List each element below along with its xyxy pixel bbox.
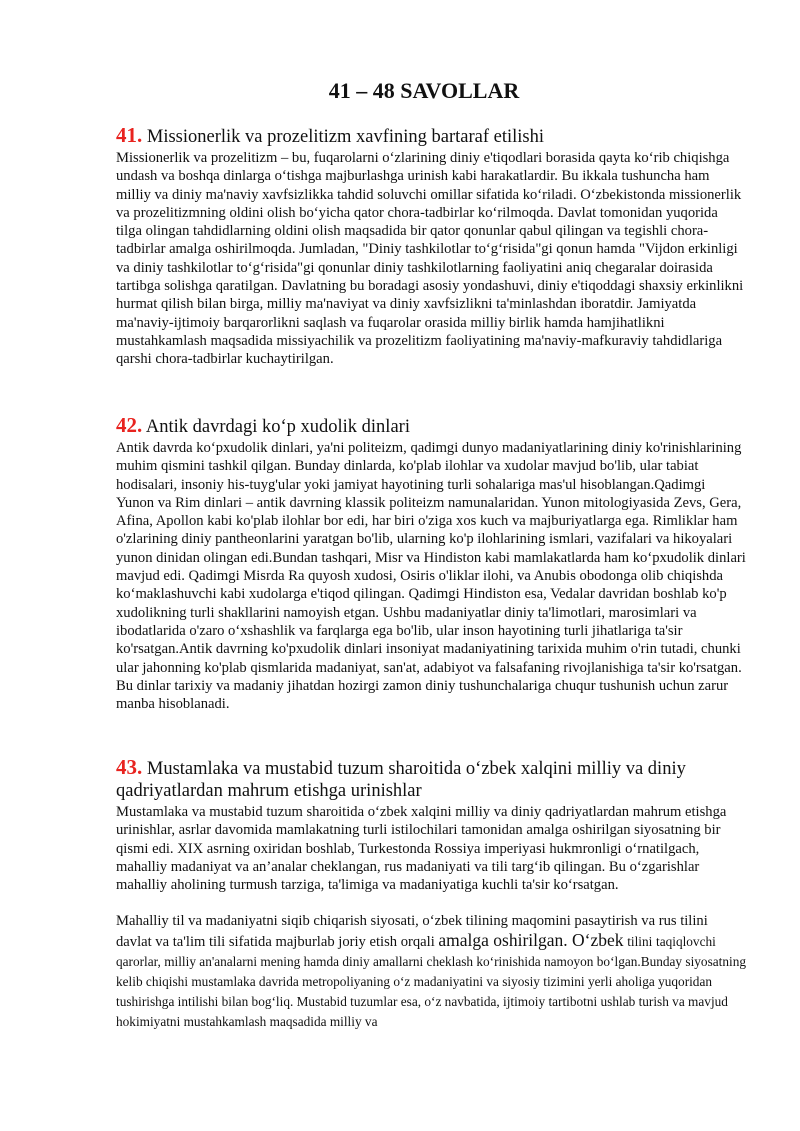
section-heading [116,414,746,438]
paragraph-text: Mahalliy til va madaniyatni siqib chiqarish siyosati, o‘zbek tilining maqomini pasaytirish va rus tilini davlat va ta'lim tili sifatida majburlab joriy etish orqali [116,913,708,951]
section-heading [116,124,746,148]
section-body-paragraph-2 [116,912,746,1032]
section-number: 43. [116,755,143,779]
paragraph-text-large: amalga oshirilgan. O‘zbek [438,930,624,951]
section-42 [116,414,746,713]
section-heading-text: Missionerlik va prozelitizm xavfining bartaraf etilishi [146,127,545,147]
page-title: 41 – 48 SAVOLLAR [328,78,520,103]
section-41 [116,124,746,369]
section-heading [116,756,746,802]
section-body: Antik davrda ko‘pxudolik dinlari, ya'ni politeizm, qadimgi dunyo madaniyatlarining diniy ko'rinishlarining muhim qismini tashkil qilgan. Bunday dinlarda, ko'plab ilohlar va xudolar mavjud bo'lib, ular tabiat hodisalari, insoniy his-tuyg'ular yoki jamiyat hayotining turli sohalariga mas'ul hisoblangan.Qadimgi Yunon va Rim dinlari – antik davrning klassik politeizm namunalaridan. Yunon mitologiyasida Zevs, Gera, Afina, Apollon kabi ko'plab ilohlar bor edi, har biri o'ziga xos kuch va majburiyatlarga ega. Rimliklar ham o'zlarining diniy pantheonlarini yaratgan bo'lib, ularning ko'p ilohlarining ismlari, vazifalari va hikoyalari yunon dinidan olingan edi.Bundan tashqari, Misr va Hindiston kabi mamlakatlarda ham ko‘pxudolik dinlari mavjud edi. Qadimgi Misrda Ra quyosh xudosi, Osiris o'liklar ilohi, va Anubis obodonga olib chiqishda ko‘maklashuvchi kabi xudolarga e'tiqod qilingan. Qadimgi Hindiston esa, Vedalar davridan boshlab ko'p xudolikning turli shakllarini namoyish etgan. Ushbu madaniyatlar diniy ta'limotlari, marosimlari va ibodatlarida o'zaro o‘xshashlik va farqlarga ega bo'lib, ular inson hayotining turli jihatlariga ta'sir ko'rsatgan.Antik davrning ko'pxudolik dinlari insoniyat madaniyatining tarixida muhim o'rin tutadi, chunki ular jahonning ko'plab qismlarida madaniyat, san'at, adabiyot va falsafaning rivojlanishiga ta'sir ko'rsatgan. Bu dinlar tarixiy va madaniy jihatdan hozirgi zamon diniy tushunchalariga chuqur tushunish uchun zarur manba hisoblanadi. [116,440,746,713]
paragraph-text-small: tilini [627,934,653,950]
section-43 [116,756,746,1032]
section-heading-text: Antik davrdagi ko‘p xudolik dinlari [145,417,410,437]
section-body: Missionerlik va prozelitizm – bu, fuqarolarni o‘zlarining diniy e'tiqodlari borasida qayta ko‘rib chiqishga undash va boshqa dinlarga o‘tishga majburlashga urinish kabi harakatlardir. Bu ikkala tushuncha ham milliy va diniy ma'naviy xavfsizlikka tahdid soluvchi omillar sifatida ko‘riladi. O‘zbekistonda missionerlik va prozelitizmning oldini olish bo‘yicha qator chora-tadbirlar ko‘rilmoqda. Davlat tomonidan yuqorida tilga olingan tahdidlarning oldini olish maqsadida bir qator qonunlar qabul qilingan va tegishli chora-tadbirlar amalga oshirilmoqda. Jumladan, "Diniy tashkilotlar to‘g‘risida"gi qonun hamda "Vijdon erkinligi va diniy tashkilotlar to‘g‘risida"gi qonunlar diniy tashkilotlarning faoliyatini aniq chegaralar doirasida tartibga solishga qaratilgan. Davlatning bu boradagi asosiy yondashuvi, diniy e'tiqoddagi shaxsiy erkinlikni hurmat qilish bilan birga, milliy ma'naviyat va diniy xavfsizlikni ta'minlashdan iboratdir. Jamiyatda ma'naviy-ijtimoiy barqarorlikni saqlash va fuqarolar orasida milliy birlik hamda hamjihatlikni mustahkamlash maqsadida missiyachilik va prozelitizm faoliyatining ma'naviy-mafkuraviy tahdidlariga qarshi chora-tadbirlar kuchaytirilgan. [116,150,744,368]
paragraph-text-continued: taqiqlovchi qarorlar, milliy an'analarni mening hamda diniy amallarni cheklash ko‘rinishida namoyon bo‘lgan.Bunday siyosatning kelib chiqishi mustamlaka davrida metropoliyaning o‘z madaniyatini va siyosiy tizimini yerli aholiga yuqoridan tushirishga intilishi bilan bog‘liq. Mustabid tuzumlar esa, o‘z navbatida, ijtimoiy tartibotni ushlab turish va mavjud hokimiyatni mustahkamlash maqsadida milliy va [116,934,746,1030]
section-body: Mustamlaka va mustabid tuzum sharoitida o‘zbek xalqini milliy va diniy qadriyatlardan mahrum etishga urinishlar, asrlar davomida mamlakatning turli istilochilari tamonidan amalga oshirilgan siyosatning bir qismi edi. XIX asrning oxiridan boshlab, Turkestonda Rossiya imperiyasi hukmronligi o‘rnatilgach, mahalliy madaniyat va an’analar cheklangan, rus madaniyati va tili targ‘ib qilingan. Bu o‘zgarishlar mahalliy aholining turmush tarziga, ta'limiga va madaniyatiga kuchli ta'sir ko‘rsatgan. [116,804,727,894]
section-heading-text: Mustamlaka va mustabid tuzum sharoitida o‘zbek xalqini milliy va diniy qadriyatlardan mahrum etishga urinishlar [116,759,686,801]
section-number: 42. [116,413,143,437]
section-number: 41. [116,123,143,147]
